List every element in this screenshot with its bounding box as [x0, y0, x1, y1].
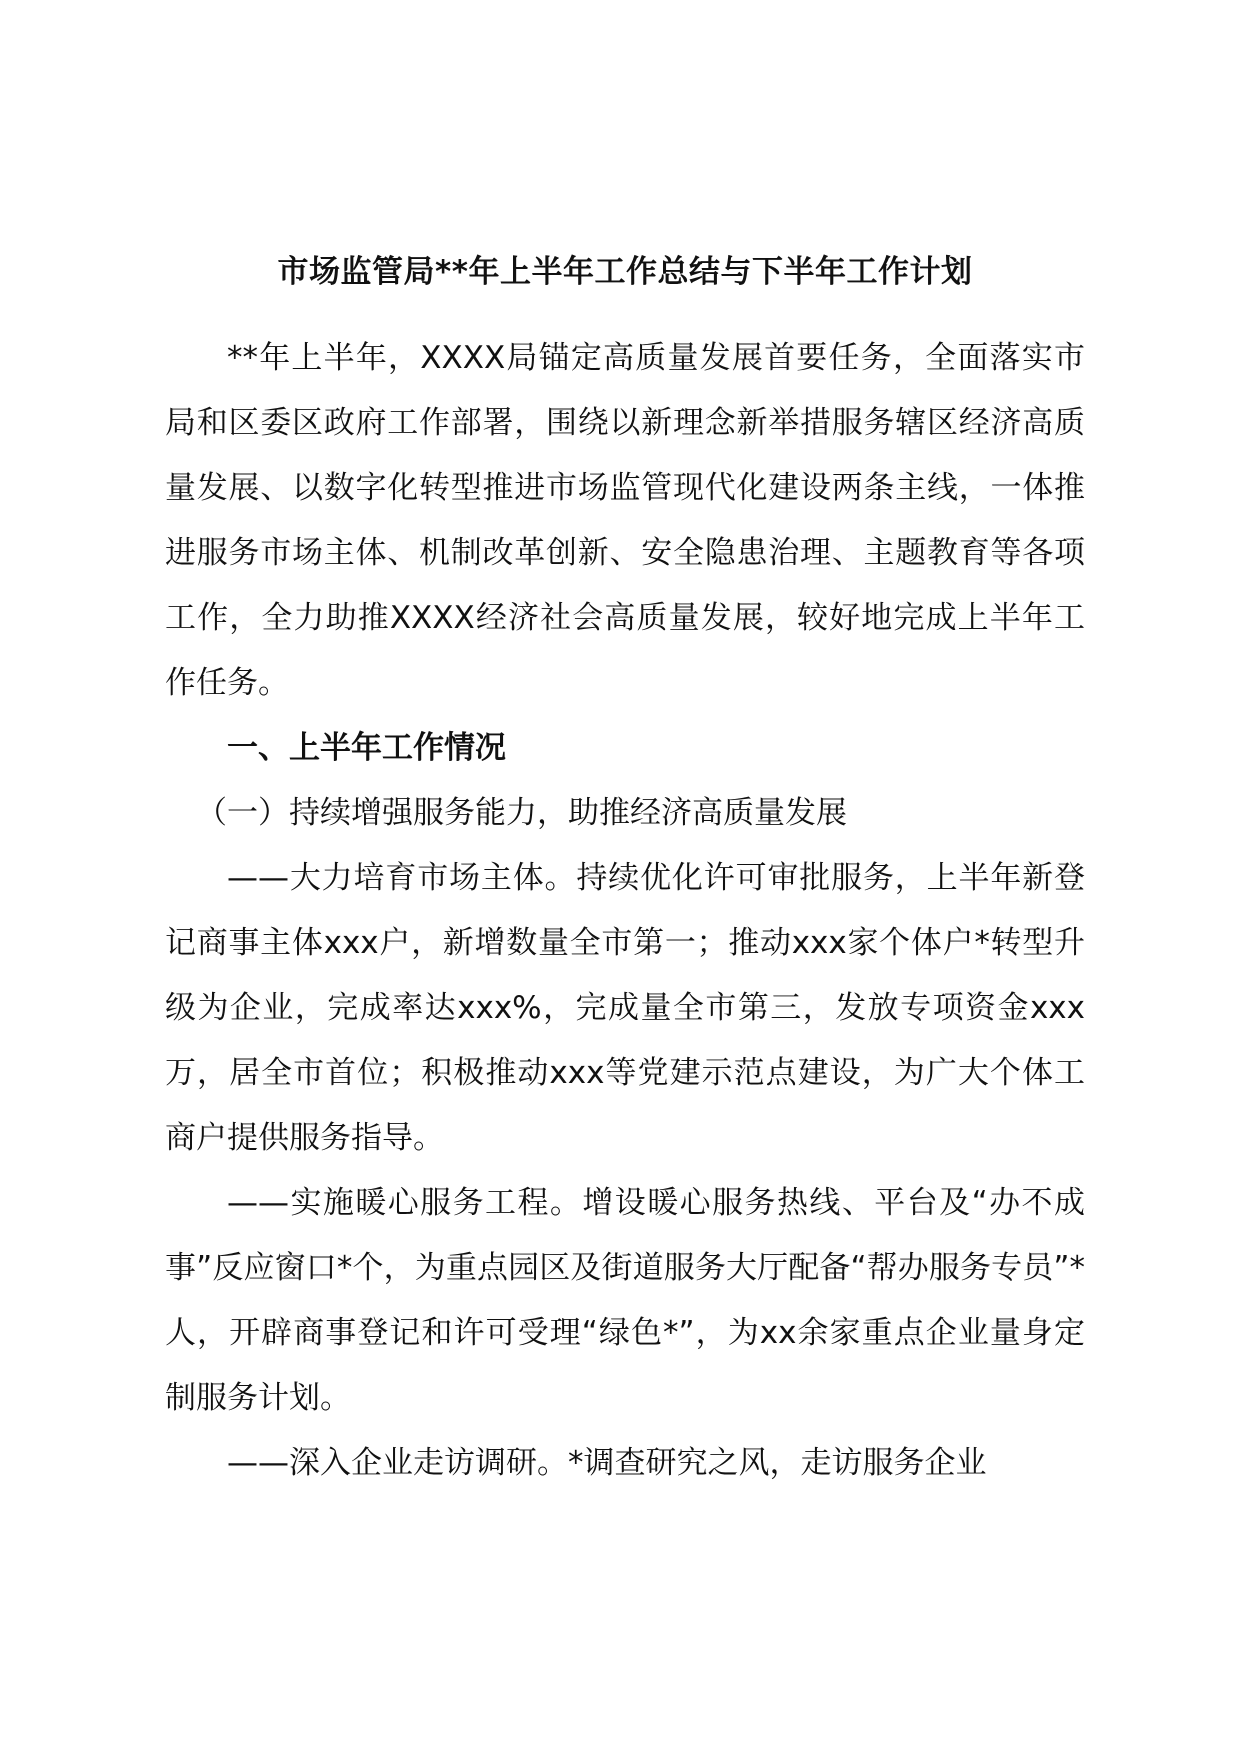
section-heading: 一、上半年工作情况 — [227, 730, 506, 766]
subsection-heading: （一）持续增强服务能力，助推经济高质量发展 — [196, 795, 847, 831]
intro-paragraph: **年上半年，XXXX局锚定高质量发展首要任务，全面落实市局和区委区政府工作部署，围绕以新理念新举措服务辖区经济高质量发展、以数字化转型推进市场监管现代化建设两条主线，一体推进服务市场主体、机制改革创新、安全隐患治理、主题教育等各项工作，全力助推XXXX经济社会高质量发展，较好地完成上半年工作任务。 — [165, 340, 1085, 701]
item-paragraph: ——深入企业走访调研。*调查研究之风，走访服务企业 — [227, 1445, 987, 1481]
item-paragraph: ——大力培育市场主体。持续优化许可审批服务，上半年新登记商事主体xxx户，新增数量全市第一；推动xxx家个体户*转型升级为企业，完成率达xxx%，完成量全市第三，发放专项资金xxx万，居全市首位；积极推动xxx等党建示范点建设，为广大个体工商户提供服务指导。 — [165, 860, 1085, 1156]
document-body — [165, 248, 1085, 1496]
item-paragraph: ——实施暖心服务工程。增设暖心服务热线、平台及“办不成事”反应窗口*个，为重点园区及街道服务大厅配备“帮办服务专员”*人，开辟商事登记和许可受理“绿色*”，为xx余家重点企业量身定制服务计划。 — [165, 1185, 1085, 1416]
document-title: 市场监管局**年上半年工作总结与下半年工作计划 — [277, 254, 973, 290]
